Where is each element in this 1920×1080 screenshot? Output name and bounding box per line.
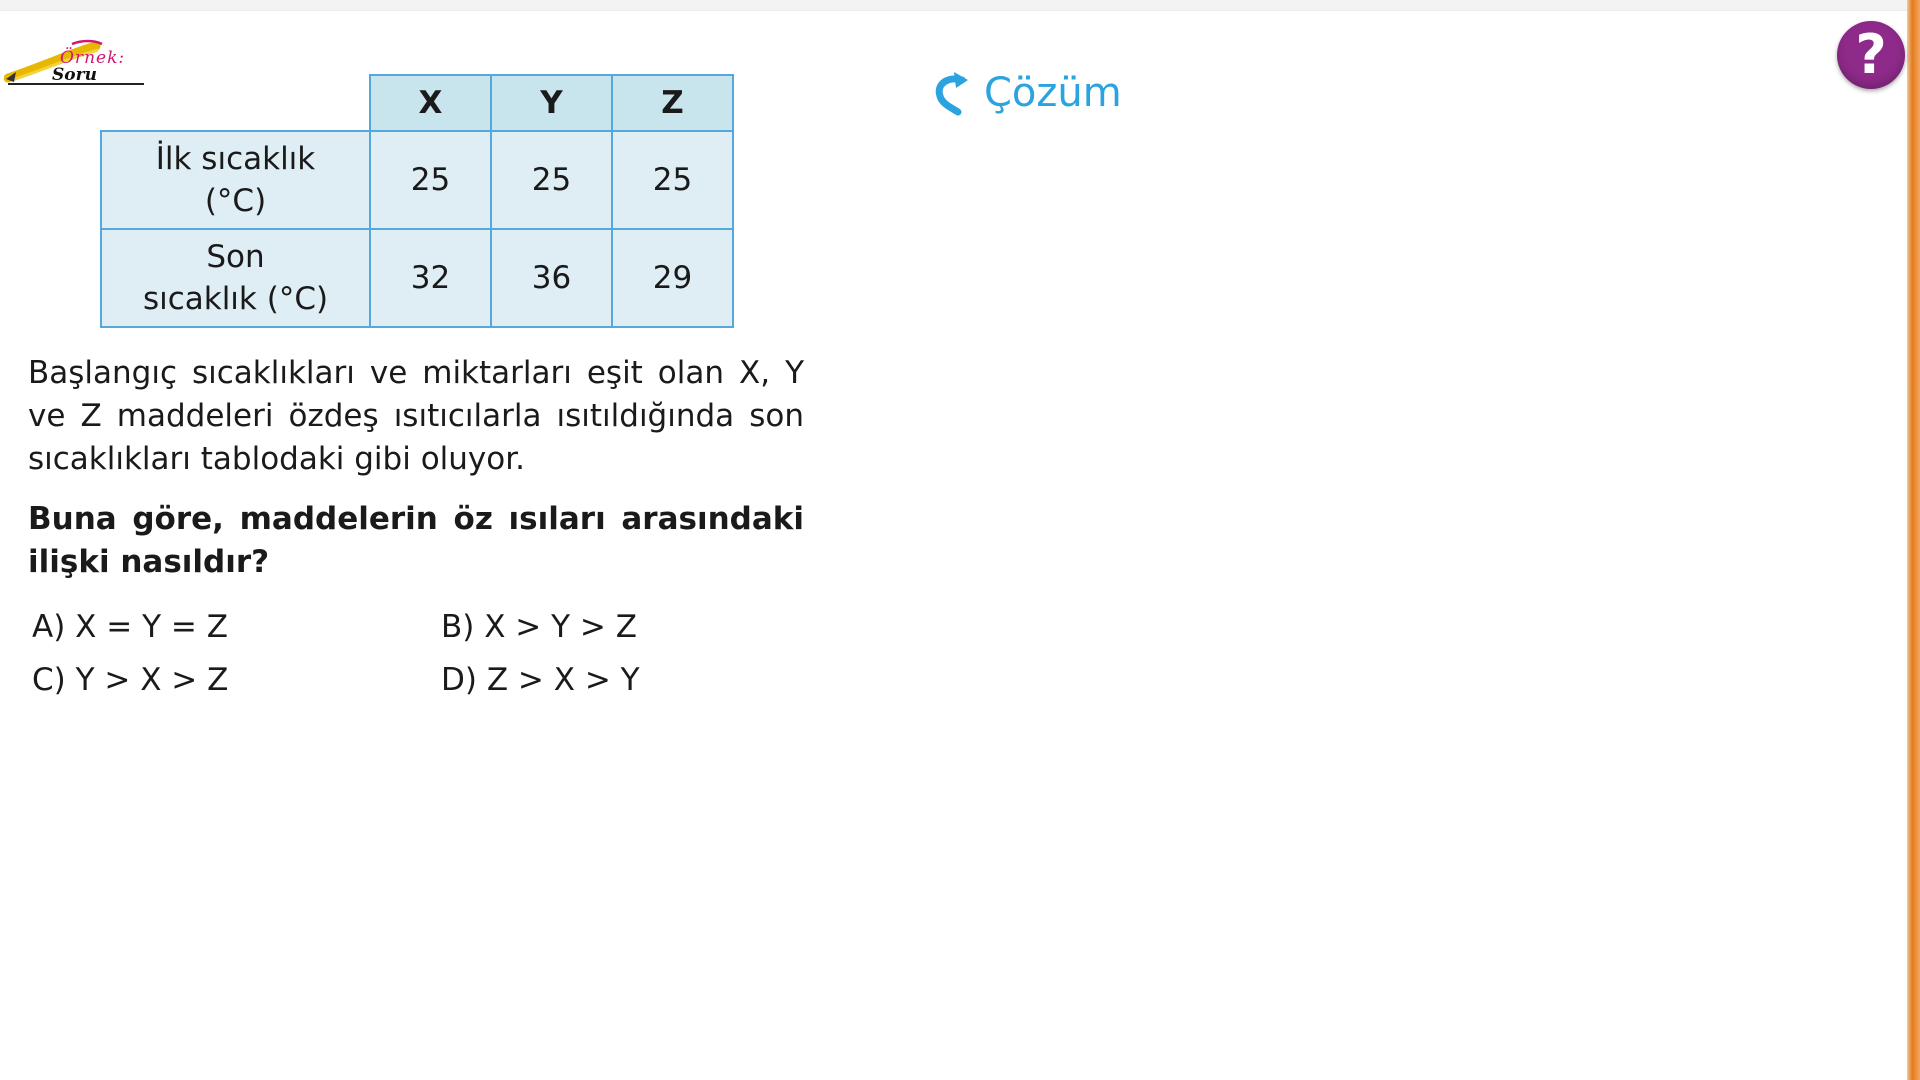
column-header-x: X <box>370 75 491 131</box>
column-header-y: Y <box>491 75 612 131</box>
row-label-line: Son <box>206 239 265 275</box>
top-divider <box>0 0 1920 11</box>
option-d[interactable]: D) Z > X > Y <box>441 662 640 698</box>
question-mark-icon: ? <box>1855 23 1887 86</box>
logo-top-text: Örnek: <box>60 48 126 68</box>
solution-label: Çözüm <box>984 70 1122 116</box>
row-label-line: (°C) <box>204 183 267 219</box>
table-row <box>101 229 733 327</box>
table-cell: 25 <box>612 131 733 229</box>
question-text: Başlangıç sıcaklıkları ve miktarları eşit olan X, Y ve Z maddeleri özdeş ısıtıcılarla ısıtıldığında son sıcaklıkları tablodaki gibi oluyor. <box>28 355 804 477</box>
option-b[interactable]: B) X > Y > Z <box>441 609 637 645</box>
table-cell: 32 <box>370 229 491 327</box>
row-label-initial-temperature <box>101 131 370 229</box>
curved-arrow-icon <box>928 70 974 122</box>
option-c[interactable]: C) Y > X > Z <box>32 662 229 698</box>
table-cell: 25 <box>491 131 612 229</box>
empty-corner-cell <box>101 75 370 131</box>
option-a[interactable]: A) X = Y = Z <box>32 609 228 645</box>
table-cell: 25 <box>370 131 491 229</box>
table-cell: 29 <box>612 229 733 327</box>
table-row <box>101 131 733 229</box>
right-edge-bar <box>1907 0 1920 1080</box>
table-cell: 36 <box>491 229 612 327</box>
table-header-row <box>101 75 733 131</box>
help-button[interactable] <box>1837 21 1905 89</box>
column-header-z: Z <box>612 75 733 131</box>
temperature-table <box>100 74 734 328</box>
row-label-line: sıcaklık (°C) <box>142 281 329 317</box>
question-prompt: Buna göre, maddelerin öz ısıları arasındaki ilişki nasıldır? <box>28 501 804 580</box>
row-label-line: İlk sıcaklık <box>155 141 316 177</box>
row-label-final-temperature <box>101 229 370 327</box>
logo-bottom-text: Soru <box>52 65 97 85</box>
